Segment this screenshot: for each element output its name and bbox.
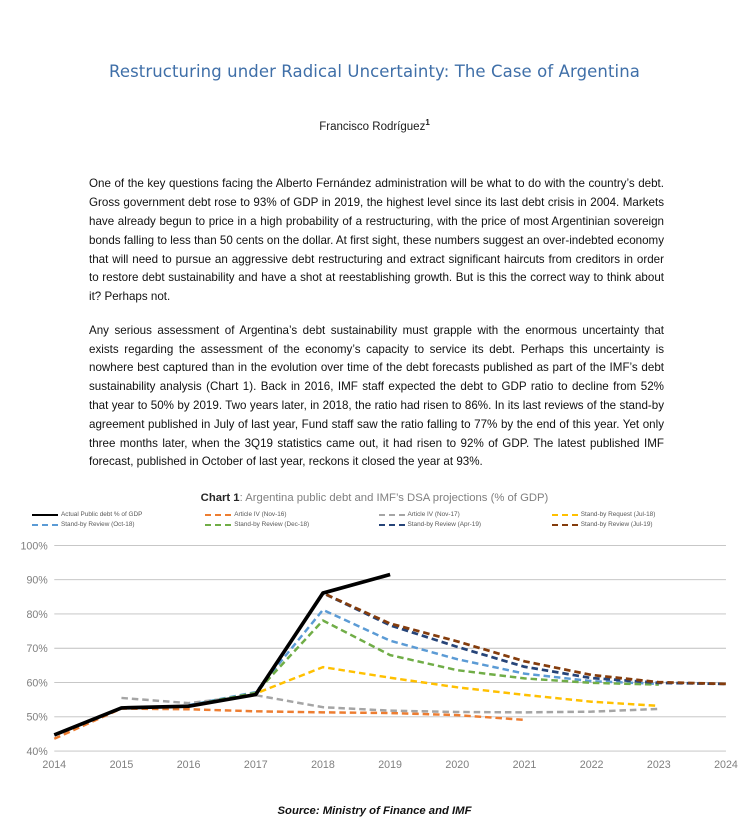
legend-item[interactable] xyxy=(552,511,725,518)
chart-y-axis xyxy=(21,540,49,758)
line-chart xyxy=(10,535,739,782)
legend-label: Article IV (Nov-16) xyxy=(234,511,287,519)
legend-swatch-icon xyxy=(32,514,58,516)
x-tick-label: 2021 xyxy=(512,759,537,772)
chart-x-axis xyxy=(42,759,737,771)
legend-swatch-icon xyxy=(552,524,578,526)
y-tick-label: 40% xyxy=(26,746,48,759)
source-note: Source: Ministry of Finance and IMF xyxy=(277,804,472,817)
legend-label: Stand-by Review (Jul-19) xyxy=(580,521,653,529)
y-tick-label: 100% xyxy=(20,540,48,553)
x-tick-label: 2015 xyxy=(109,759,134,772)
legend-item[interactable] xyxy=(205,521,378,528)
legend-item[interactable] xyxy=(379,511,552,518)
legend-item[interactable] xyxy=(32,521,205,528)
chart-series-line xyxy=(256,593,726,694)
paragraph-2: Any serious assessment of Argentina’s debt sustainability must grapple with the enormous uncertainty that exists regarding the assessment of the economy’s capacity to service its debt. Perhaps this uncertainty is nowhere best captured than in the evolution over time of the debt forecasts published as part of the IMF’s debt sustainability analysis (Chart 1). Back in 2016, IMF staff expected the debt to GDP ratio to decline from 52% that year to 50% by 2019. Two years later, in 2018, the ratio had risen to 86%. In its last reviews of the stand-by agreement published in July of last year, Fund staff saw the ratio falling to 77% by the end of this year. Yet only three months later, when the 3Q19 statistics came out, it had risen to 92% of GDP. The latest published IMF forecast, published in October of last year, reckons it closed the year at 93%. xyxy=(89,323,664,469)
chart-canvas xyxy=(10,535,739,782)
legend-swatch-icon xyxy=(379,524,405,526)
y-tick-label: 70% xyxy=(26,643,48,656)
x-tick-label: 2018 xyxy=(311,759,335,772)
x-tick-label: 2019 xyxy=(378,759,402,772)
legend-item[interactable] xyxy=(32,511,205,518)
chart-figure xyxy=(0,492,749,782)
legend-item[interactable] xyxy=(379,521,552,528)
legend-label: Stand-by Review (Oct-18) xyxy=(61,521,135,529)
legend-swatch-icon xyxy=(379,514,405,516)
chart-caption-text: : Argentina public debt and IMF’s DSA projections (% of GDP) xyxy=(239,492,549,505)
x-tick-label: 2016 xyxy=(176,759,201,772)
chart-caption xyxy=(10,492,739,504)
author-name: Francisco Rodríguez xyxy=(319,120,426,133)
x-tick-label: 2024 xyxy=(714,759,738,772)
y-tick-label: 50% xyxy=(26,711,48,724)
chart-caption-label: Chart 1 xyxy=(200,492,240,505)
chart-series-group xyxy=(54,575,726,739)
document-body xyxy=(0,175,749,472)
chart-series-line xyxy=(54,575,390,735)
legend-item[interactable] xyxy=(552,521,725,528)
author-footnote-marker: 1 xyxy=(425,117,430,127)
y-tick-label: 90% xyxy=(26,574,48,587)
legend-swatch-icon xyxy=(205,524,231,526)
legend-label: Stand-by Review (Apr-19) xyxy=(407,521,482,529)
chart-legend xyxy=(10,511,739,531)
paragraph-1: One of the key questions facing the Alberto Fernández administration will be what to do with the country’s debt. Gross government debt rose to 93% of GDP in 2019, the highest level since its last debt crisis in 2004. Markets have already begun to price in a high probability of a restructuring, with the price of most Argentinian sovereign bonds falling to less than 50 cents on the dollar. At first sight, these numbers suggest an over-indebted economy that will need to pursue an aggressive debt restructuring and extract significant haircuts from creditors in order to restore debt sustainability and have a shot at reestablishing growth. But is this the correct way to think about it? Perhaps not. xyxy=(89,177,664,304)
page-title: Restructuring under Radical Uncertainty: The Case of Argentina xyxy=(109,62,640,81)
x-tick-label: 2020 xyxy=(445,759,470,772)
legend-label: Stand-by Request (Jul-18) xyxy=(580,511,656,519)
author-line xyxy=(0,83,749,133)
legend-label: Stand-by Review (Dec-18) xyxy=(234,521,310,529)
x-tick-label: 2023 xyxy=(646,759,671,772)
legend-swatch-icon xyxy=(552,514,578,516)
legend-item[interactable] xyxy=(205,511,378,518)
y-tick-label: 80% xyxy=(26,609,48,622)
x-tick-label: 2014 xyxy=(42,759,67,772)
x-tick-label: 2022 xyxy=(579,759,604,772)
chart-series-line xyxy=(256,593,726,694)
x-tick-label: 2017 xyxy=(243,759,268,772)
legend-label: Actual Public debt % of GDP xyxy=(61,511,143,519)
legend-swatch-icon xyxy=(205,514,231,516)
legend-label: Article IV (Nov-17) xyxy=(407,511,460,519)
y-tick-label: 60% xyxy=(26,677,48,690)
legend-swatch-icon xyxy=(32,524,58,526)
